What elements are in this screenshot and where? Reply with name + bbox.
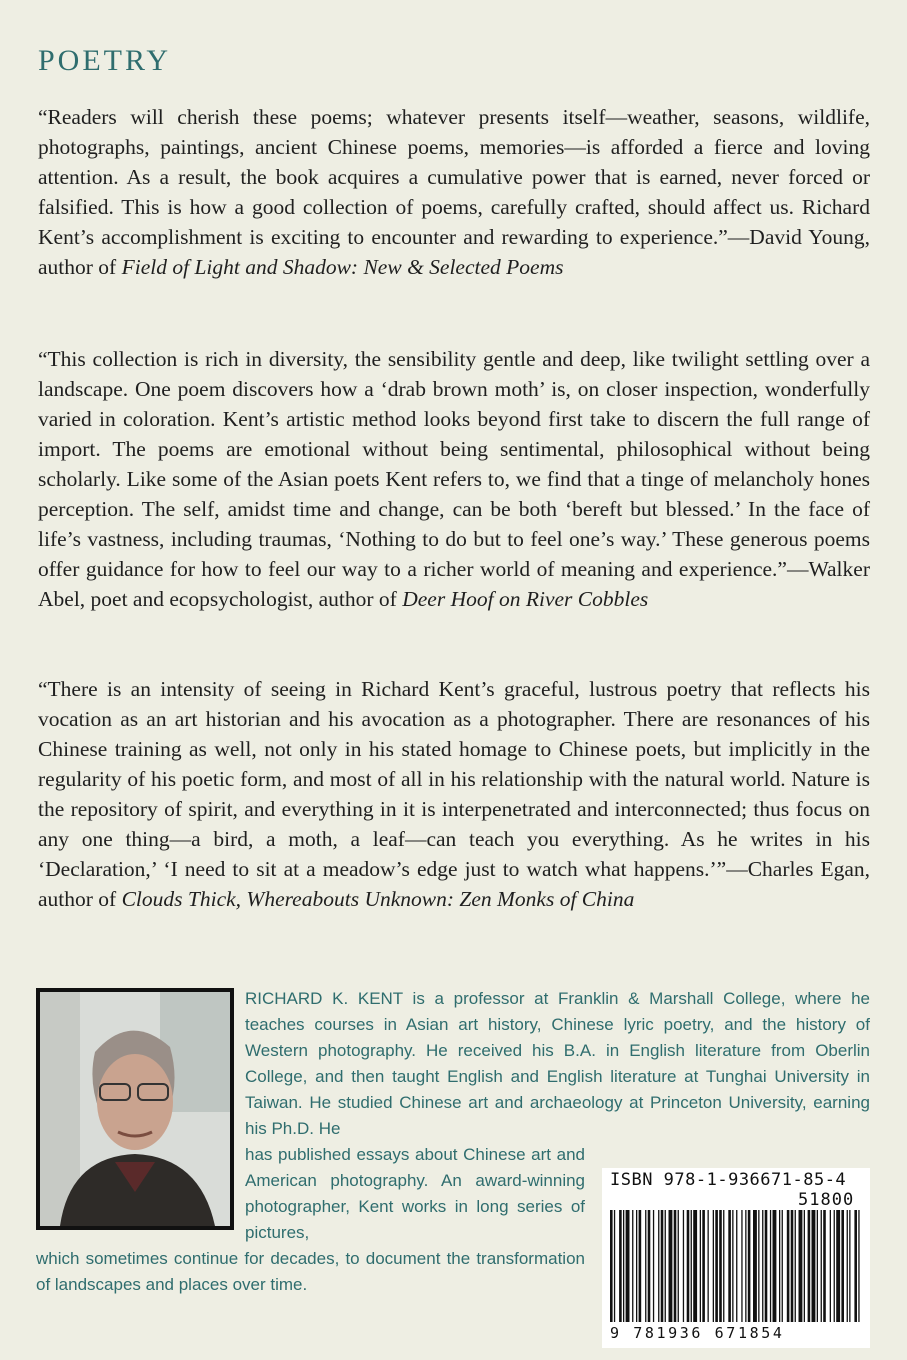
isbn-barcode: [602, 1168, 870, 1348]
barcode-bar: [728, 1210, 731, 1322]
barcode-bar: [691, 1210, 692, 1322]
barcode-bar: [636, 1210, 637, 1322]
isbn-label: ISBN 978-1-936671-85-4: [610, 1170, 847, 1190]
barcode-bar: [678, 1210, 679, 1322]
barcode-bar: [713, 1210, 714, 1322]
section-label: POETRY: [38, 44, 172, 77]
barcode-bar: [812, 1210, 816, 1322]
barcode-bar: [741, 1210, 742, 1322]
barcode-bar: [847, 1210, 848, 1322]
barcode-bar: [765, 1210, 768, 1322]
price-code: 51800: [798, 1190, 855, 1210]
barcode-bar: [791, 1210, 794, 1322]
barcode-bar: [795, 1210, 796, 1322]
barcode-bar: [619, 1210, 622, 1322]
barcode-bar: [782, 1210, 783, 1322]
barcode-bar: [632, 1210, 633, 1322]
barcode-bar: [758, 1210, 759, 1322]
barcode-bar: [830, 1210, 831, 1322]
barcode-bar: [648, 1210, 651, 1322]
barcode-bar: [849, 1210, 850, 1322]
barcode-bar: [841, 1210, 844, 1322]
barcode-bar: [702, 1210, 705, 1322]
barcode-bar: [762, 1210, 763, 1322]
barcode-bar: [645, 1210, 646, 1322]
author-photo: [36, 988, 234, 1230]
barcode-bar: [693, 1210, 697, 1322]
barcode-bar: [787, 1210, 790, 1322]
barcode-bar: [626, 1210, 630, 1322]
barcode-bar: [753, 1210, 757, 1322]
barcode-bar: [653, 1210, 654, 1322]
blurb-text: “Readers will cherish these poems; whatever presents itself—weather, seasons, wildlife, photographs, paintings, ancient Chinese poems, memories—is afforded a fierce and loving attention. As a result, the book acquires a cumulative power that is earned, never forced or falsified. This is how a good collection of poems, carefully crafted, should affect us. Richard Kent’s accomplishment is exciting to encounter and rewarding to experience.”—David Young, author of: [38, 105, 870, 279]
barcode-bar: [858, 1210, 859, 1322]
blurb-text: “This collection is rich in diversity, the sensibility gentle and deep, like twilight settling over a landscape. One poem discovers how a ‘drab brown moth’ is, on closer inspection, wonderfully varied in coloration. Kent’s artistic method looks beyond first take to discern the full range of import. The poems are emotional without being sentimental, philosophical without being scholarly. Like some of the Asian poets Kent refers to, we find that a tinge of melancholy hones perception. The self, amidst time and change, can be both ‘bereft but blessed.’ In the face of life’s vastness, including traumas, ‘Nothing to do but to feel one’s way.’ These generous poems offer guidance for how to feel our way to a richer world of meaning and experience.”—Walker Abel, poet and ecopsychologist, author of: [38, 347, 870, 611]
barcode-bar: [770, 1210, 771, 1322]
author-bio-ending: which sometimes continue for decades, to document the transformation of landscapes and places over time.: [36, 1249, 585, 1294]
barcode-bar: [779, 1210, 780, 1322]
barcode-bar: [669, 1210, 673, 1322]
book-title: Field of Light and Shadow: New & Selected Poems: [121, 255, 564, 279]
barcode-bars: [608, 1210, 864, 1322]
barcode-bar: [715, 1210, 718, 1322]
barcode-bar: [683, 1210, 684, 1322]
barcode-bar: [817, 1210, 818, 1322]
barcode-bar: [732, 1210, 733, 1322]
barcode-bar: [723, 1210, 724, 1322]
barcode-bar: [834, 1210, 835, 1322]
barcode-bar: [799, 1210, 803, 1322]
blurb-walker-abel: [38, 344, 870, 614]
barcode-bar: [708, 1210, 709, 1322]
barcode-digits: 9 781936 671854: [610, 1324, 785, 1342]
barcode-bar: [610, 1210, 613, 1322]
barcode-bar: [719, 1210, 722, 1322]
barcode-bar: [687, 1210, 690, 1322]
barcode-bar: [736, 1210, 737, 1322]
barcode-bar: [639, 1210, 642, 1322]
barcode-bar: [665, 1210, 666, 1322]
barcode-bar: [614, 1210, 615, 1322]
author-bio-continued: has published essays about Chinese art and American photography. An award-winning photographer, Kent works in long series of pictures,: [245, 1145, 585, 1242]
barcode-bar: [836, 1210, 840, 1322]
book-title: Clouds Thick, Whereabouts Unknown: Zen Monks of China: [121, 887, 635, 911]
barcode-bar: [854, 1210, 857, 1322]
barcode-bar: [661, 1210, 664, 1322]
barcode-bar: [658, 1210, 659, 1322]
barcode-bar: [804, 1210, 805, 1322]
barcode-bar: [745, 1210, 746, 1322]
author-bio: RICHARD K. KENT is a professor at Franklin & Marshall College, where he teaches courses in Asian art history, Chinese lyric poetry, and the history of Western photography. He received his B.A. in English literature from Oberlin College, and then taught English and English literature at Tunghai University in Taiwan. He studied Chinese art and archaeology at Princeton University, earning his Ph.D. He: [245, 989, 870, 1138]
barcode-bar: [748, 1210, 751, 1322]
barcode-bar: [700, 1210, 701, 1322]
book-title: Deer Hoof on River Cobbles: [402, 587, 649, 611]
barcode-bar: [674, 1210, 677, 1322]
blurb-david-young: [38, 102, 870, 282]
barcode-bar: [773, 1210, 777, 1322]
barcode-bar: [808, 1210, 811, 1322]
barcode-bar: [821, 1210, 822, 1322]
blurb-text: “There is an intensity of seeing in Richard Kent’s graceful, lustrous poetry that reflects his vocation as an art historian and his avocation as a photographer. There are resonances of his Chinese training as well, not only in his stated homage to Chinese poets, but implicitly in the regularity of his poetic form, and most of all in his relationship with the natural world. Nature is the repository of spirit, and everything in it is interpenetrated and interconnected; thus focus on any one thing—a bird, a moth, a leaf—can teach you everything. As he writes in his ‘Declaration,’ ‘I need to sit at a meadow’s edge just to watch what happens.’”—Charles Egan, author of: [38, 677, 870, 911]
barcode-bar: [623, 1210, 624, 1322]
barcode-bar: [823, 1210, 826, 1322]
blurb-charles-egan: [38, 674, 870, 914]
